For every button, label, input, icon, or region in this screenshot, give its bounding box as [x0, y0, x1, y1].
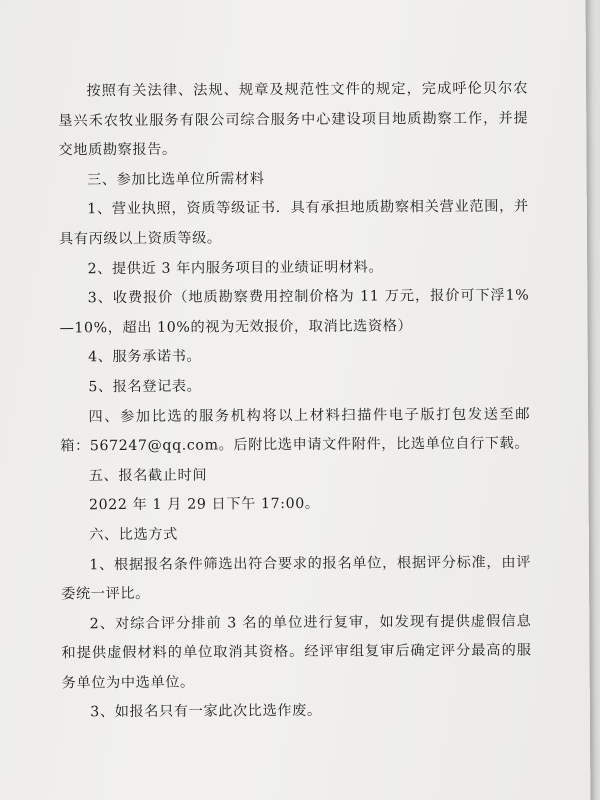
list-item: 3、如报名只有一家此次比选作废。 [90, 703, 322, 721]
section-heading-deadline: 五、报名截止时间 [88, 467, 208, 484]
section-heading-materials: 三、参加比选单位所需材料 [86, 170, 265, 189]
document-body [58, 75, 532, 729]
section-heading-method: 六、比选方式 [89, 526, 178, 544]
list-item: 1、根据报名条件筛选出符合要求的报名单位，根据评分标准，由评委统一评比。 [61, 554, 532, 603]
list-item: 4、服务承诺书。 [88, 348, 202, 366]
list-item: 3、收费报价（地质勘察费用控制价格为 11 万元，报价可下浮1%—10%，超出 10%的视为无效报价，取消比选资格） [59, 287, 530, 337]
deadline-value: 2022 年 1 月 29 日下午 17:00。 [88, 496, 320, 514]
intro-paragraph: 按照有关法律、法规、规章及规范性文件的规定，完成呼伦贝尔农垦兴禾农牧业服务有限公司综合服务中心建设项目地质勘察工作，并提交地质勘察报告。 [58, 80, 529, 159]
list-item: 5、报名登记表。 [88, 378, 202, 396]
submission-paragraph: 四、参加比选的服务机构将以上材料扫描件电子版打包发送至邮箱：567247@qq.com。后附比选申请文件附件，比选单位自行下载。 [60, 406, 531, 455]
list-item: 2、对综合评分排前 3 名的单位进行复审，如发现有提供虚假信息和提供虚假材料的单位取消其资格。经评审组复审后确定评分最高的服务单位为中选单位。 [61, 613, 532, 692]
list-item: 1、营业执照，资质等级证书．具有承担地质勘察相关营业范围，并具有丙级以上资质等级。 [58, 198, 529, 248]
list-item: 2、提供近 3 年内服务项目的业绩证明材料。 [87, 258, 384, 277]
